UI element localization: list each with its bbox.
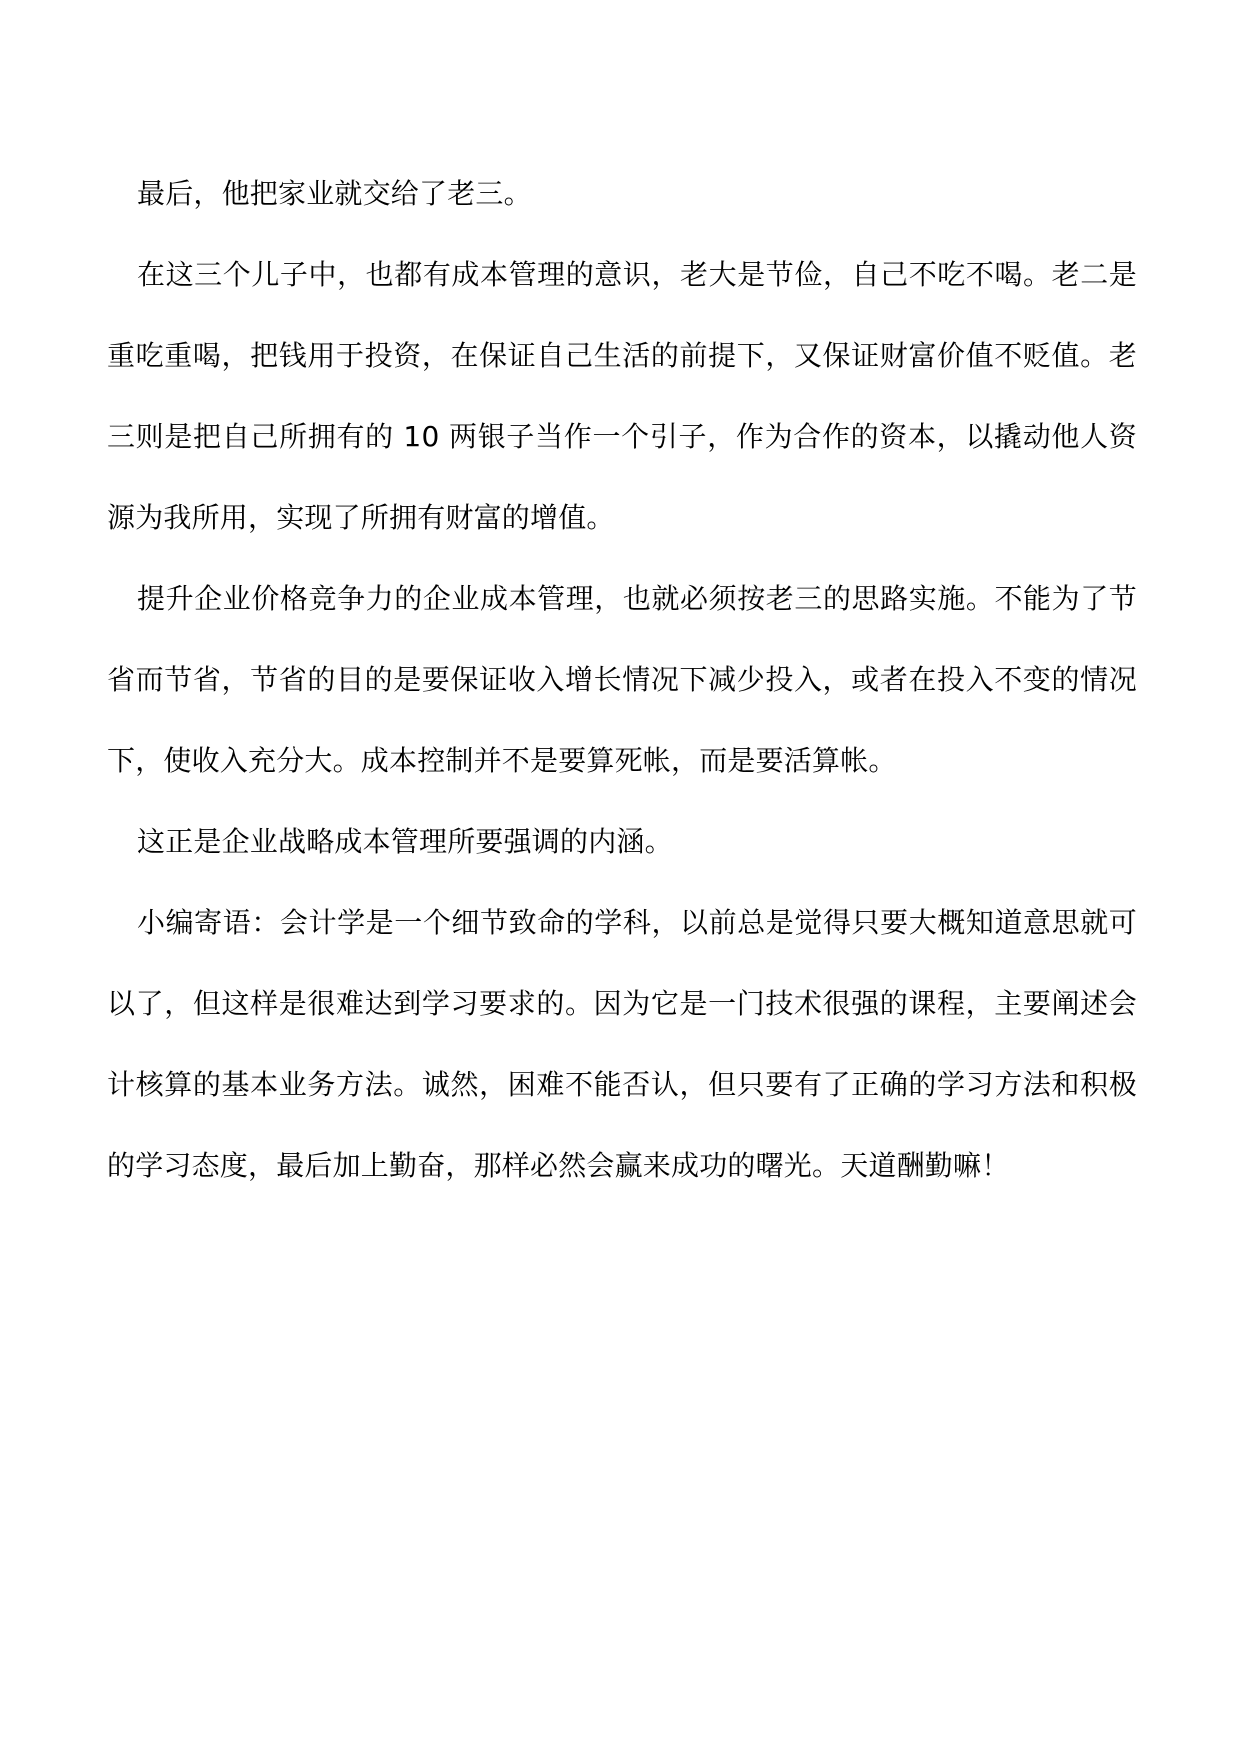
document-body <box>107 153 1137 1206</box>
paragraph-editor-note: 小编寄语：会计学是一个细节致命的学科，以前总是觉得只要大概知道意思就可以了，但这样是很难达到学习要求的。因为它是一门技术很强的课程，主要阐述会计核算的基本业务方法。诚然，困难不能否认，但只要有了正确的学习方法和积极的学习态度，最后加上勤奋，那样必然会赢来成功的曙光。天道酬勤嘛！ <box>107 906 1137 1182</box>
paragraph-cost-management: 提升企业价格竞争力的企业成本管理，也就必须按老三的思路实施。不能为了节省而节省，节省的目的是要保证收入增长情况下减少投入，或者在投入不变的情况下，使收入充分大。成本控制并不是要算死帐，而是要活算帐。 <box>107 582 1137 777</box>
paragraph-three-sons: 在这三个儿子中，也都有成本管理的意识，老大是节俭，自己不吃不喝。老二是重吃重喝，把钱用于投资，在保证自己生活的前提下，又保证财富价值不贬值。老三则是把自己所拥有的 10 两银子当作一个引子，作为合作的资本，以撬动他人资源为我所用，实现了所拥有财富的增值。 <box>107 258 1137 534</box>
paragraph-conclusion: 最后，他把家业就交给了老三。 <box>137 177 532 210</box>
paragraph-strategy: 这正是企业战略成本管理所要强调的内涵。 <box>137 825 673 858</box>
